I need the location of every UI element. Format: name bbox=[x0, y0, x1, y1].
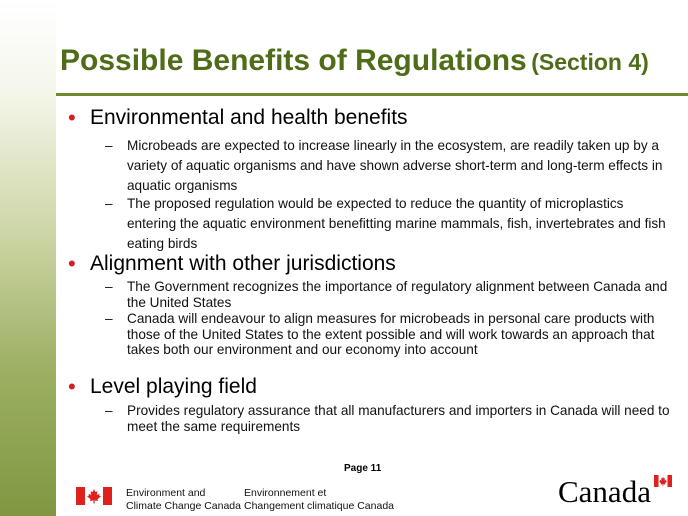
title-divider bbox=[56, 93, 688, 96]
footer-en-line1: Environment and bbox=[126, 487, 206, 499]
title-main: Possible Benefits of Regulations bbox=[60, 44, 527, 77]
footer-fr-line1: Environnement et bbox=[244, 487, 327, 499]
footer-fr-line2: Changement climatique Canada bbox=[244, 499, 395, 512]
sub-item-proposed-regulation bbox=[105, 194, 672, 254]
sub-item-regulatory-assurance bbox=[105, 403, 672, 434]
title-suffix: (Section 4) bbox=[531, 49, 649, 75]
dash-icon: – bbox=[105, 138, 113, 153]
bullet-environmental-health bbox=[68, 105, 408, 130]
bullet-heading: Environmental and health benefits bbox=[90, 106, 408, 129]
footer-department-english bbox=[126, 487, 241, 512]
bullet-dot-icon: • bbox=[68, 105, 76, 130]
dash-icon: – bbox=[105, 311, 113, 326]
wordmark-flag-icon bbox=[654, 475, 672, 487]
canada-flag-icon bbox=[76, 487, 112, 505]
footer-department-french bbox=[244, 487, 394, 512]
canada-wordmark: Canada bbox=[558, 474, 651, 509]
bullet-alignment-jurisdictions bbox=[68, 251, 396, 276]
dash-icon: – bbox=[105, 403, 113, 418]
sub-item-government-alignment bbox=[105, 279, 672, 310]
decorative-side-band bbox=[0, 0, 56, 516]
dash-icon: – bbox=[105, 279, 113, 294]
sub-item-canada-endeavour bbox=[105, 311, 672, 358]
bullet-dot-icon: • bbox=[68, 251, 76, 276]
sub-item-text: Microbeads are expected to increase linearly in the ecosystem, are readily taken up by a variety of aquatic organisms and have shown adverse short-term and long-term effects in aquatic organisms bbox=[127, 138, 663, 193]
slide-title bbox=[60, 44, 680, 78]
sub-item-text: Canada will endeavour to align measures for microbeads in personal care products with those of the United States to the extent possible and will work towards an approach that takes both our environment and our economy into account bbox=[127, 311, 655, 357]
bullet-level-playing-field bbox=[68, 374, 257, 399]
dash-icon: – bbox=[105, 196, 113, 211]
sub-item-text: The proposed regulation would be expected to reduce the quantity of microplastics entering the aquatic environment benefitting marine mammals, fish, invertebrates and fish eating birds bbox=[127, 196, 666, 251]
page-number: Page 11 bbox=[344, 463, 382, 474]
bullet-heading: Level playing field bbox=[90, 375, 257, 398]
footer-en-line2: Climate Change Canada bbox=[126, 499, 241, 512]
sub-item-text: Provides regulatory assurance that all manufacturers and importers in Canada will need to meet the same requirements bbox=[127, 403, 670, 434]
sub-item-text: The Government recognizes the importance of regulatory alignment between Canada and the United States bbox=[127, 279, 668, 310]
bullet-dot-icon: • bbox=[68, 374, 76, 399]
bullet-heading: Alignment with other jurisdictions bbox=[90, 252, 396, 275]
sub-item-microbeads-increase bbox=[105, 136, 672, 196]
